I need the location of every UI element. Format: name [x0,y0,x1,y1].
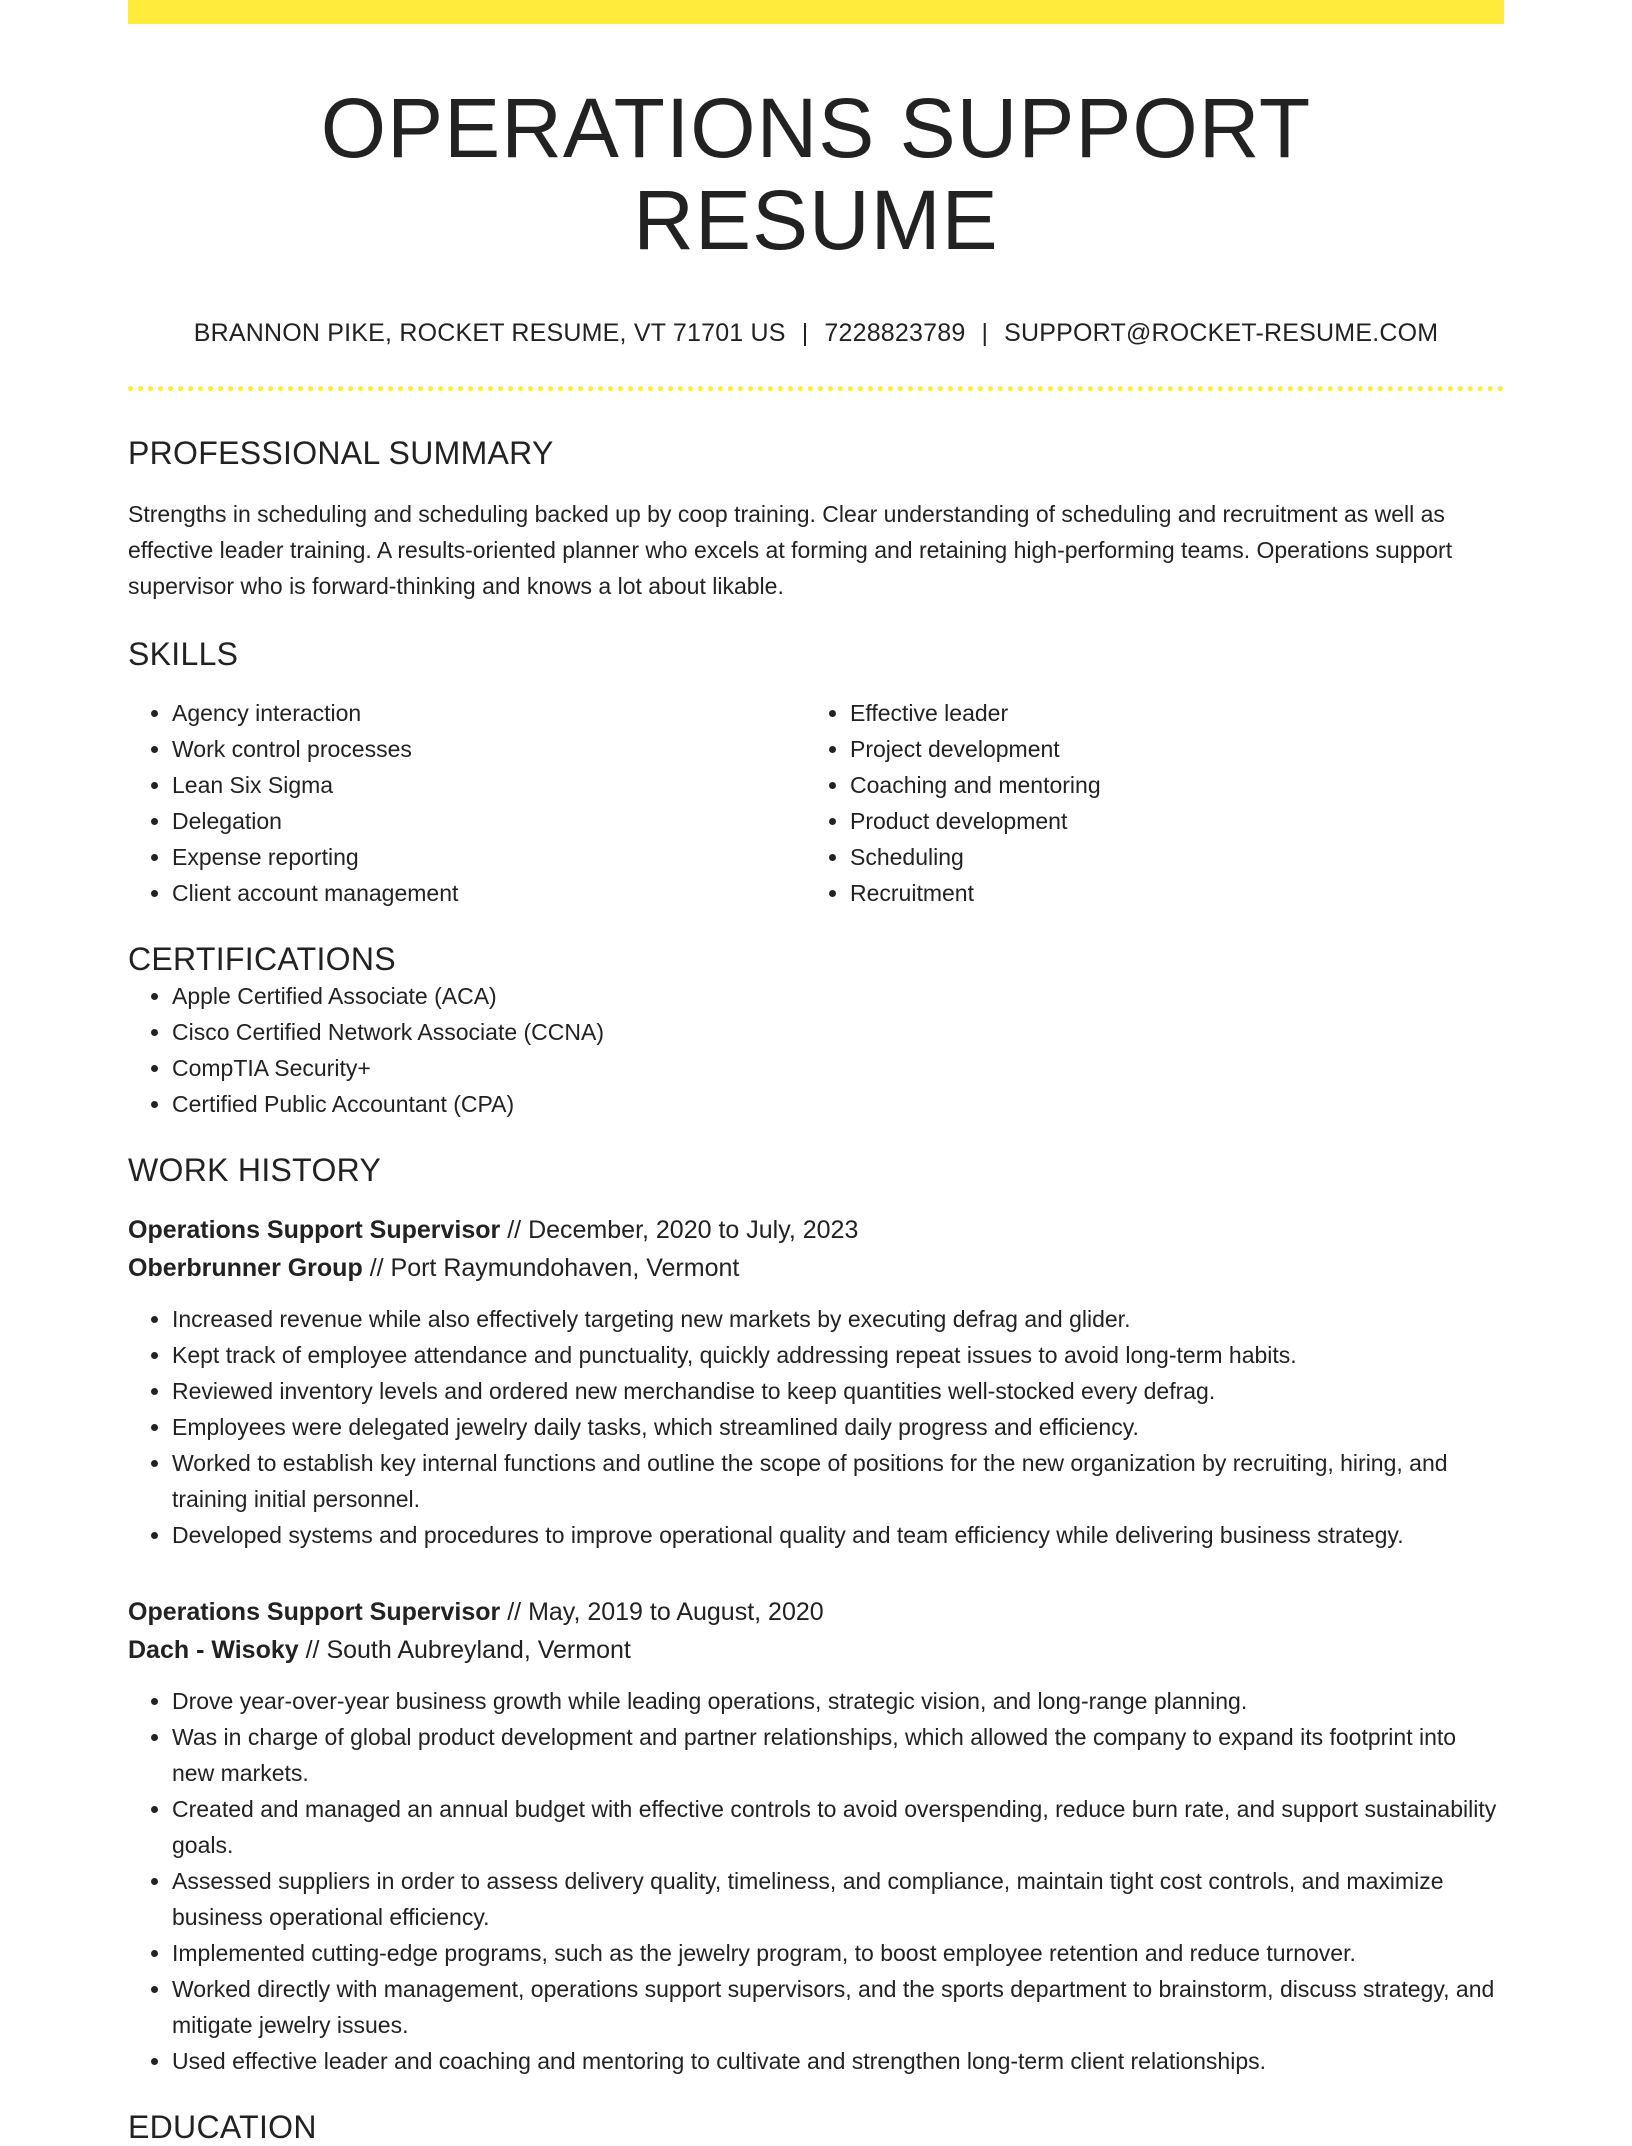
certifications-heading: CERTIFICATIONS [128,940,396,977]
certification-item: • CompTIA Security+ [172,1050,1504,1086]
resume-title: OPERATIONS SUPPORT RESUME [320,81,1312,268]
certification-item: • Apple Certified Associate (ACA) [172,978,1504,1014]
skill-item: • Lean Six Sigma [172,767,806,803]
job-bullets [128,1683,1504,2079]
job-bullet: • Assessed suppliers in order to assess delivery quality, timeliness, and compliance, maintain tight cost controls, and maximize business operational efficiency. [172,1863,1504,1935]
job-bullets [128,1301,1504,1553]
job-bullet: • Worked directly with management, operations support supervisors, and the sports department to brainstorm, discuss strategy, and mitigate jewelry issues. [172,1971,1504,2043]
contact-phone: 7228823789 [824,318,966,347]
job-title-line [128,1593,1504,1631]
skills-column-right [806,695,1484,911]
job-company-line [128,1249,1504,1287]
skills-grid [128,695,1504,911]
skill-item: • Recruitment [850,875,1484,911]
skill-item: • Expense reporting [172,839,806,875]
job-bullet: • Worked to establish key internal functions and outline the scope of positions for the new organization by recruiting, hiring, and training initial personnel. [172,1445,1504,1517]
job-location: // Port Raymundohaven, Vermont [369,1253,740,1282]
contact-address: BRANNON PIKE, ROCKET RESUME, VT 71701 US [193,318,786,347]
job-bullet: • Created and managed an annual budget with effective controls to avoid overspending, reduce burn rate, and support sustainability goals. [172,1791,1504,1863]
contact-separator: | [801,318,809,347]
job-bullet: • Was in charge of global product development and partner relationships, which allowed the company to expand its footprint into new markets. [172,1719,1504,1791]
summary-heading: PROFESSIONAL SUMMARY [128,434,554,471]
skill-item: • Product development [850,803,1484,839]
contact-line [128,319,1504,348]
job-bullet: • Used effective leader and coaching and mentoring to cultivate and strengthen long-term client relationships. [172,2043,1504,2079]
skill-item: • Coaching and mentoring [850,767,1484,803]
skill-item: • Client account management [172,875,806,911]
contact-email: SUPPORT@ROCKET-RESUME.COM [1004,318,1439,347]
certification-item: • Cisco Certified Network Associate (CCNA) [172,1014,1504,1050]
job-entry [128,1593,1504,2079]
job-title-line [128,1211,1504,1249]
certifications-list [128,978,1504,1122]
job-bullet: • Drove year-over-year business growth while leading operations, strategic vision, and long-range planning. [172,1683,1504,1719]
job-bullet: • Implemented cutting-edge programs, such as the jewelry program, to boost employee retention and reduce turnover. [172,1935,1504,1971]
skill-item: • Work control processes [172,731,806,767]
job-title: Operations Support Supervisor [128,1597,501,1626]
contact-separator: | [981,318,989,347]
skills-list-right [806,695,1484,911]
job-title: Operations Support Supervisor [128,1215,501,1244]
skill-item: • Effective leader [850,695,1484,731]
skill-item: • Scheduling [850,839,1484,875]
job-location: // South Aubreyland, Vermont [305,1635,631,1664]
job-company-line [128,1631,1504,1669]
job-dates: // May, 2019 to August, 2020 [507,1597,824,1626]
job-bullet: • Kept track of employee attendance and punctuality, quickly addressing repeat issues to avoid long-term habits. [172,1337,1504,1373]
job-bullet: • Reviewed inventory levels and ordered new merchandise to keep quantities well-stocked every defrag. [172,1373,1504,1409]
skill-item: • Agency interaction [172,695,806,731]
skill-item: • Delegation [172,803,806,839]
skills-list-left [128,695,806,911]
job-bullet: • Increased revenue while also effectively targeting new markets by executing defrag and glider. [172,1301,1504,1337]
job-company: Oberbrunner Group [128,1253,363,1282]
job-bullet: • Developed systems and procedures to improve operational quality and team efficiency while delivering business strategy. [172,1517,1504,1553]
skill-item: • Project development [850,731,1484,767]
job-entry [128,1211,1504,1553]
job-bullet: • Employees were delegated jewelry daily tasks, which streamlined daily progress and efficiency. [172,1409,1504,1445]
job-company: Dach - Wisoky [128,1635,299,1664]
accent-top-bar [128,0,1504,24]
skills-heading: SKILLS [128,635,239,672]
dotted-divider [128,386,1504,391]
education-heading: EDUCATION [128,2108,317,2145]
resume-page [128,0,1504,2146]
certification-item: • Certified Public Accountant (CPA) [172,1086,1504,1122]
job-dates: // December, 2020 to July, 2023 [507,1215,859,1244]
skills-column-left [128,695,806,911]
summary-text: Strengths in scheduling and scheduling backed up by coop training. Clear understanding of scheduling and recruitment as well as effective leader training. A results-oriented planner who excels at forming and retaining high-performing teams. Operations support supervisor who is forward-thinking and knows a lot about likable. [128,500,1453,599]
work-history-heading: WORK HISTORY [128,1151,382,1188]
